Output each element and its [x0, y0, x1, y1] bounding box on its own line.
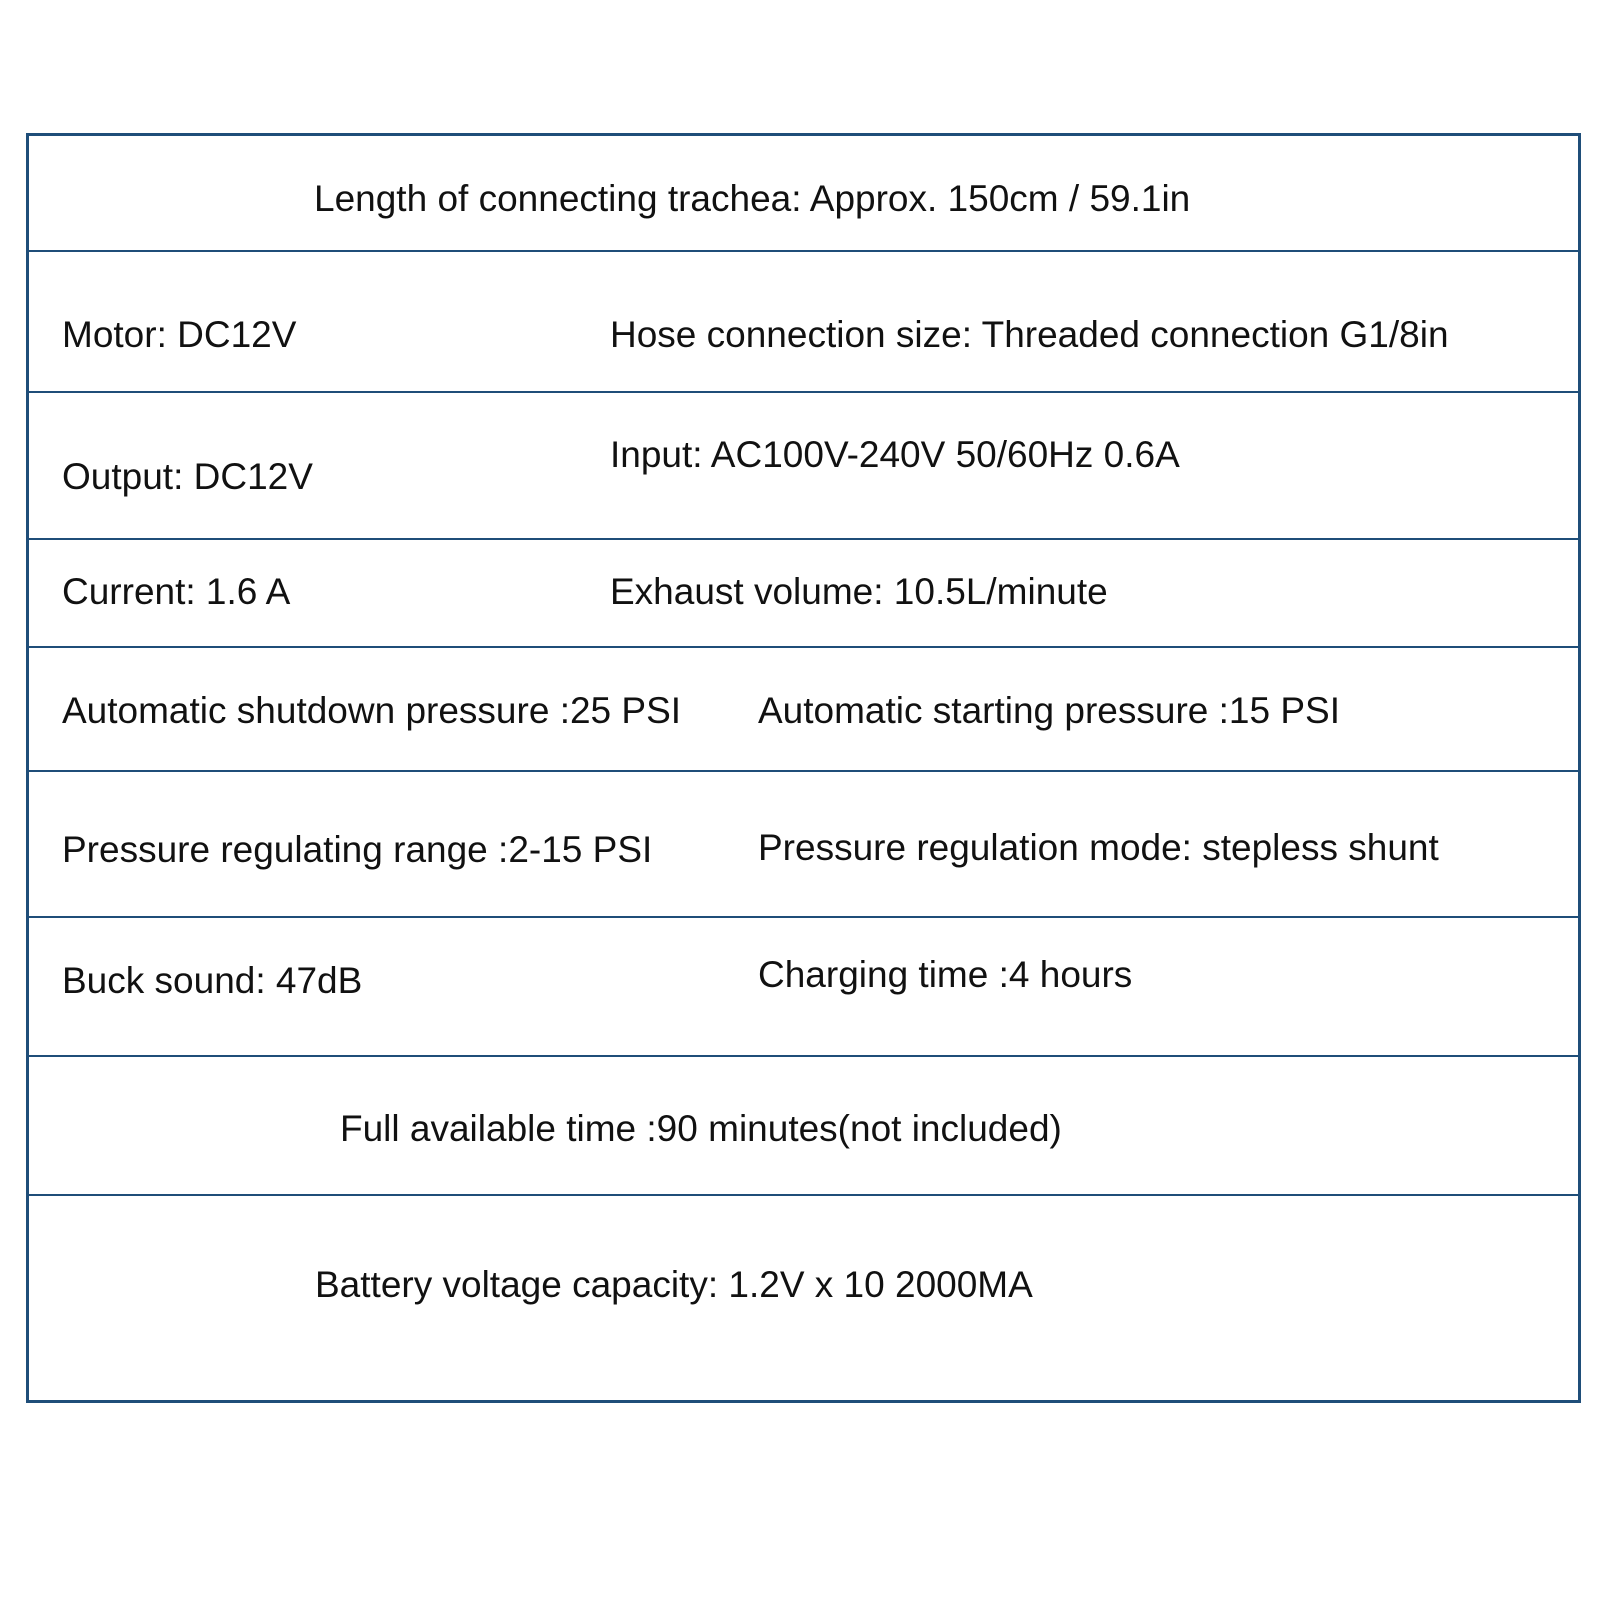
spec-row-sound-charging — [29, 918, 1578, 1057]
spec-row-motor — [29, 252, 1578, 393]
spec-row-battery — [29, 1196, 1578, 1400]
spec-row-pressure-regulation — [29, 772, 1578, 918]
spec-row-pressure-auto — [29, 648, 1578, 772]
spec-row-available-time — [29, 1057, 1578, 1196]
spec-row-current — [29, 540, 1578, 648]
spec-regulating-range: Pressure regulating range :2-15 PSI — [62, 829, 653, 870]
spec-row-trachea — [29, 136, 1578, 252]
spec-exhaust-volume: Exhaust volume: 10.5L/minute — [610, 571, 1108, 612]
spec-buck-sound: Buck sound: 47dB — [62, 960, 363, 1001]
spec-hose-connection: Hose connection size: Threaded connection G1/8in — [610, 314, 1449, 355]
spec-row-output — [29, 393, 1578, 540]
spec-table — [26, 133, 1581, 1403]
spec-motor: Motor: DC12V — [62, 314, 297, 355]
spec-trachea-length: Length of connecting trachea: Approx. 150cm / 59.1in — [314, 178, 1191, 219]
spec-full-available-time: Full available time :90 minutes(not included) — [340, 1108, 1062, 1149]
spec-starting-pressure: Automatic starting pressure :15 PSI — [758, 690, 1340, 731]
spec-shutdown-pressure: Automatic shutdown pressure :25 PSI — [62, 690, 682, 731]
spec-regulation-mode: Pressure regulation mode: stepless shunt — [758, 827, 1439, 868]
spec-current: Current: 1.6 A — [62, 571, 291, 612]
spec-charging-time: Charging time :4 hours — [758, 954, 1133, 995]
spec-battery-capacity: Battery voltage capacity: 1.2V x 10 2000MA — [315, 1264, 1033, 1305]
spec-output: Output: DC12V — [62, 456, 313, 497]
spec-input: Input: AC100V-240V 50/60Hz 0.6A — [610, 434, 1180, 475]
